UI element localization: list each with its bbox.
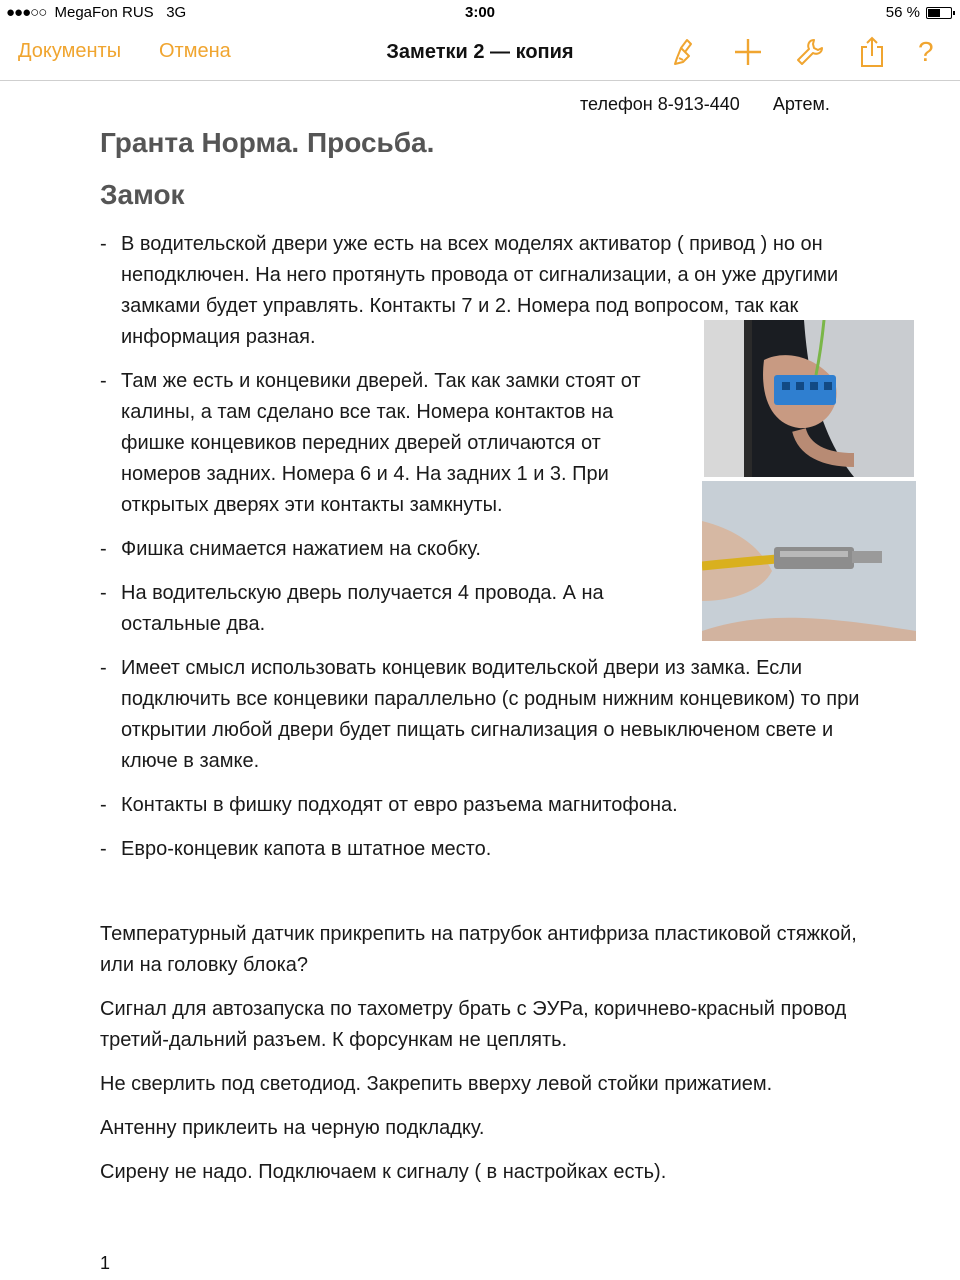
heading-title: Гранта Норма. Просьба. — [100, 127, 435, 158]
bullet-dash: - — [100, 838, 107, 860]
paintbrush-icon[interactable] — [671, 36, 703, 68]
list-item-text: Там же есть и концевики дверей. Так как замки стоят от калины, а там сделано все так. Номера контактов на фишке концевиков передних дверей отличаются от номеров задних. Номера 6 и 4. На задних 1 и 3. При открытых дверях эти контакты замкнуты. — [121, 370, 641, 516]
toolbar — [0, 28, 960, 81]
connector-photo[interactable] — [704, 320, 914, 477]
page-number: 1 — [100, 1253, 111, 1273]
cancel-button[interactable]: Отмена — [159, 40, 231, 62]
paragraphs — [100, 919, 880, 1201]
list-item-text: Контакты в фишку подходят от евро разъема магнитофона. — [121, 794, 678, 816]
list-item — [100, 834, 880, 865]
paragraph: Антенну приклеить на черную подкладку. — [100, 1117, 485, 1139]
bullet-dash: - — [100, 657, 107, 679]
clock: 3:00 — [464, 4, 496, 21]
bullet-dash: - — [100, 582, 107, 604]
bullet-dash: - — [100, 370, 107, 392]
status-bar — [0, 0, 960, 28]
list-item — [100, 653, 880, 777]
battery-info — [886, 4, 952, 21]
heading-subtitle: Замок — [100, 179, 185, 210]
share-icon[interactable] — [856, 36, 888, 68]
help-icon[interactable]: ? — [918, 36, 934, 67]
documents-button[interactable]: Документы — [18, 40, 122, 62]
plus-icon[interactable] — [732, 36, 764, 68]
network-type: 3G — [166, 4, 187, 21]
carrier-name: MegaFon RUS — [54, 4, 154, 21]
paragraph: Не сверлить под светодиод. Закрепить вверху левой стойки прижатием. — [100, 1073, 773, 1095]
paragraph: Сирену не надо. Подключаем к сигналу ( в настройках есть). — [100, 1161, 667, 1183]
document-page[interactable] — [0, 81, 960, 1280]
list-item-text: Фишка снимается нажатием на скобку. — [121, 538, 481, 560]
terminal-photo[interactable] — [702, 481, 916, 641]
battery-percent: 56 % — [885, 4, 920, 21]
wrench-icon[interactable] — [794, 36, 826, 68]
battery-icon — [926, 7, 952, 19]
list-item-text: В водительской двери уже есть на всех моделях активатор ( привод ) но он неподключен. На него протянуть провода от сигнализации, а он уже другими замками будет управлять. Контакты 7 и 2. Номера под вопросом, так как информация разная. — [121, 233, 839, 348]
phone-label: телефон 8-913-440 — [580, 94, 740, 114]
list-item-text: На водительскую дверь получается 4 провода. А на остальные два. — [121, 582, 604, 635]
list-item — [100, 790, 880, 821]
bullet-dash: - — [100, 233, 107, 255]
document-header — [580, 94, 830, 115]
list-item-text: Имеет смысл использовать концевик водительской двери из замка. Если подключить все концевики параллельно (с родным нижним концевиком) то при открытии любой двери будет пищать сигнализация о невыключеном свете и ключе в замке. — [121, 657, 860, 772]
list-item-text: Евро-концевик капота в штатное место. — [121, 838, 492, 860]
paragraph: Температурный датчик прикрепить на патрубок антифриза пластиковой стяжкой, или на головку блока? — [100, 923, 857, 976]
signal-dots-icon: ●●●○○ — [6, 4, 47, 21]
bullet-dash: - — [100, 794, 107, 816]
author-name: Артем. — [772, 94, 830, 114]
paragraph: Сигнал для автозапуска по тахометру брать с ЭУРа, коричнево-красный провод третий-дальний разъем. К форсункам не цеплять. — [100, 998, 847, 1051]
bullet-dash: - — [100, 538, 107, 560]
document-title: Заметки 2 — копия — [386, 41, 574, 63]
